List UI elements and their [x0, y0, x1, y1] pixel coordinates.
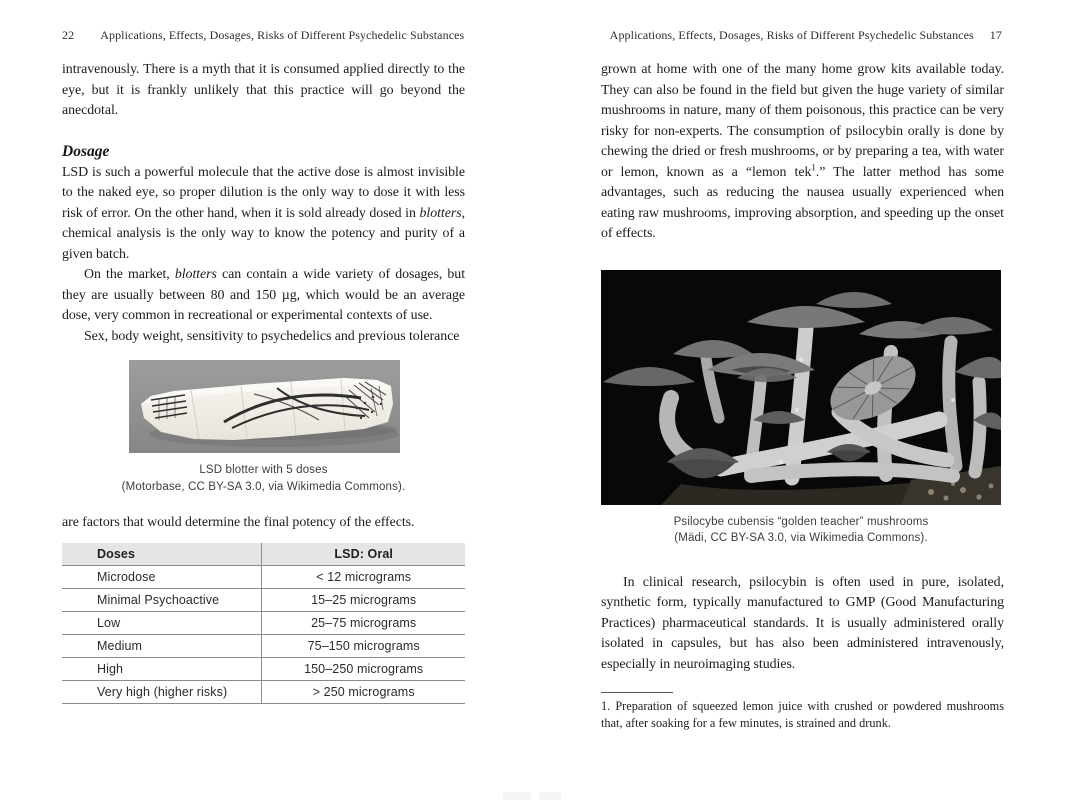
paragraph-factors-start: [62, 327, 465, 348]
paragraph-mushroom-consumption: [601, 60, 1004, 245]
footnote-block: [601, 692, 1004, 731]
paragraph-clinical: [601, 573, 1004, 676]
page-number: 17: [989, 28, 1002, 42]
cell-oral: > 250 micrograms: [312, 685, 415, 699]
cell-dose: Microdose: [62, 566, 262, 589]
paragraph-text: , chemical analysis is the only way to know the potency and purity of a given batch.: [62, 205, 465, 262]
cell-dose: Very high (higher risks): [62, 681, 262, 704]
running-header-title: Applications, Effects, Dosages, Risks of Different Psychedelic Substances: [100, 28, 465, 42]
paragraph-text: can contain a wide variety of dosages, but they are usually between 80 and 150 µg, which would be an average dose, very common in recreational or experimental contexts of use.: [62, 267, 466, 323]
paragraph-text: LSD is such a powerful molecule that the active dose is almost invisible to the naked eye, so proper dilution is the only way to dose it with less risk of error. On the other hand, when it is sold already dosed in: [62, 164, 465, 221]
footnote-reference: 1: [811, 161, 816, 172]
paragraph-text: .” The latter method has some advantages, such as reducing the nausea usually experienced when eating raw mushrooms, improving absorption, and speeding up the onset of effects.: [601, 164, 1004, 241]
caption-line-1: LSD blotter with 5 doses: [199, 464, 328, 476]
table-row: [62, 635, 465, 658]
bottom-ui-chip: [539, 792, 561, 800]
italic-term-blotters: blotters: [419, 205, 462, 221]
column-header-doses: Doses: [62, 543, 262, 566]
figure-caption: [62, 462, 465, 495]
paragraph-intravenous: [62, 60, 465, 122]
column-header-lsd-oral: LSD: Oral: [262, 543, 465, 566]
bottom-ui-chip: [503, 792, 531, 800]
left-page: [62, 28, 465, 704]
table-row: [62, 658, 465, 681]
cell-oral: 150–250 micrograms: [304, 662, 424, 676]
italic-term-blotters: blotters: [174, 267, 217, 282]
footnote-text: 1. Preparation of squeezed lemon juice with crushed or powdered mushrooms that, after soaking for a few minutes, is strained and drunk.: [601, 699, 1004, 730]
paragraph-text: are factors that would determine the final potency of the effects.: [62, 515, 415, 530]
paragraph-text: On the market,: [84, 267, 175, 282]
running-header-left: [62, 28, 465, 44]
cell-dose: Minimal Psychoactive: [62, 589, 262, 612]
paragraph-text: Sex, body weight, sensitivity to psychedelics and previous tolerance: [84, 328, 460, 344]
footnote-divider: [601, 692, 673, 693]
table-row: [62, 589, 465, 612]
paragraph-factors-end: [62, 513, 465, 534]
table-row: [62, 566, 465, 589]
lsd-blotter-photo: [129, 360, 400, 453]
cell-dose: Low: [62, 612, 262, 635]
cell-oral: 15–25 micrograms: [311, 593, 417, 607]
table-row: [62, 612, 465, 635]
bottom-ui-remnant: [503, 792, 561, 800]
cell-dose: High: [62, 658, 262, 681]
caption-line-1: Psilocybe cubensis “golden teacher” mushrooms: [673, 515, 929, 528]
paragraph-market: [62, 265, 465, 327]
cell-oral: < 12 micrograms: [316, 570, 412, 584]
running-header-title: Applications, Effects, Dosages, Risks of Different Psychedelic Substances: [609, 28, 974, 42]
caption-line-2: (Mädi, CC BY-SA 3.0, via Wikimedia Commons).: [674, 532, 928, 544]
cell-oral: 75–150 micrograms: [307, 639, 420, 653]
running-header-right: [601, 28, 1004, 44]
paragraph-text: intravenously. There is a myth that it is consumed applied directly to the eye, but it is frankly unlikely that this practice will go beyond the anecdotal.: [62, 62, 465, 118]
lsd-blotter-figure: [121, 360, 406, 495]
page-number: 22: [62, 28, 75, 42]
dose-table: [62, 543, 465, 705]
cell-oral: 25–75 micrograms: [311, 616, 417, 630]
figure-caption: [601, 514, 1001, 547]
paragraph-text: In clinical research, psilocybin is often used in pure, isolated, synthetic form, typically manufactured to GMP (Good Manufacturing Practices) pharmaceutical standards. It is usually administered orally isolated in capsules, but has also been administered intravenously, especially in neuroimaging studies.: [601, 574, 1004, 672]
mushroom-figure: [601, 270, 1001, 547]
cell-dose: Medium: [62, 635, 262, 658]
table-header-row: [62, 543, 465, 566]
section-heading-dosage: Dosage: [62, 142, 110, 160]
right-page: [601, 28, 1004, 731]
paragraph-dosage: [62, 163, 465, 266]
mushroom-photo: [601, 270, 1001, 505]
paragraph-text: grown at home with one of the many home grow kits available today. They can also be found in the field but given the huge variety of similar mushrooms in nature, many of them poisonous, this practice can be very risky for non-experts. The consumption of psilocybin orally is done by chewing the dried or fresh mushrooms, or by preparing a tea, with water or lemon, known as a “lemon tek: [601, 62, 1004, 180]
caption-line-2: (Motorbase, CC BY-SA 3.0, via Wikimedia Commons).: [121, 480, 406, 493]
table-row: [62, 681, 465, 704]
